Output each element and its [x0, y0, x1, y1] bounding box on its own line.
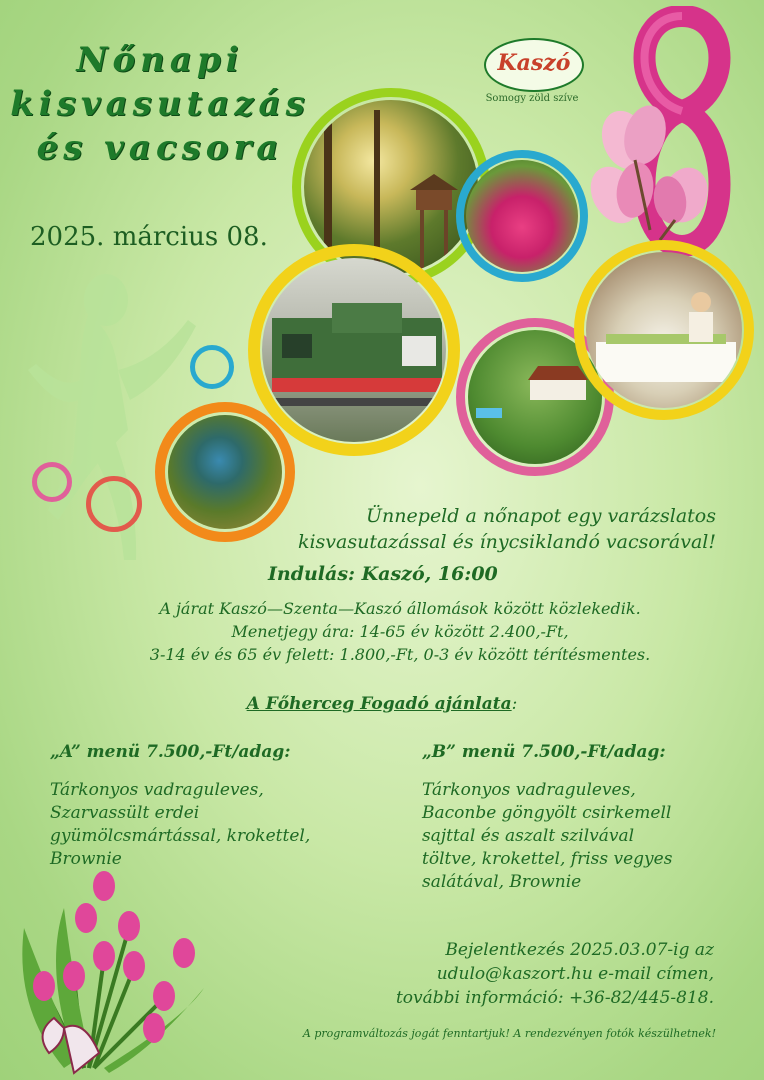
- kaszo-logo: [484, 38, 584, 92]
- event-intro: [196, 503, 716, 555]
- route-line-2: Menetjegy ára: 14-65 év között 2.400,-Ft,: [231, 622, 569, 641]
- menu-a-item: gyümölcsmártással, krokettel,: [50, 826, 311, 846]
- menu-a-item: Szarvassült erdei: [50, 803, 200, 823]
- route-line-1: A járat Kaszó—Szenta—Kaszó állomások között közlekedik.: [159, 599, 641, 618]
- event-date: 2025. március 08.: [30, 222, 268, 252]
- menu-a-items: [50, 779, 310, 871]
- menu-b-item: salátával, Brownie: [422, 872, 582, 892]
- menu-b-item: töltve, krokettel, friss vegyes: [422, 849, 673, 869]
- event-title: [0, 38, 320, 170]
- tulips-photo: [466, 160, 578, 272]
- locomotive-drawing: [262, 258, 446, 442]
- menu-a-item: Tárkonyos vadraguleves,: [50, 780, 264, 800]
- intro-line-1: Ünnepeld a nőnapot egy varázslatos: [366, 505, 716, 527]
- menu-b-item: Tárkonyos vadraguleves,: [422, 780, 636, 800]
- contact-line-3: további információ: +36-82/445-818.: [395, 988, 714, 1008]
- departure-info: Indulás: Kaszó, 16:00: [268, 563, 498, 585]
- menu-b-items: [422, 779, 672, 894]
- route-and-prices: [80, 597, 720, 666]
- magnolia-flowers-graphic: [575, 100, 725, 250]
- menu-b-item: Baconbe göngyölt csirkemell: [422, 803, 672, 823]
- route-line-3: 3-14 év és 65 év felett: 1.800,-Ft, 0-3 év között térítésmentes.: [149, 645, 651, 664]
- registration-contact: [354, 938, 714, 1010]
- title-line-1: Nőnapi: [76, 40, 244, 80]
- decorative-ring-red: [86, 476, 142, 532]
- title-line-3: és vacsora: [36, 128, 284, 168]
- title-line-2: kisvasutazás: [10, 84, 310, 124]
- train-photo: [262, 258, 446, 442]
- decorative-ring-teal: [190, 345, 234, 389]
- intro-line-2: kisvasutazással és ínycsiklandó vacsorával!: [297, 531, 716, 553]
- logo-tagline: Somogy zöld szíve: [485, 93, 579, 104]
- menu-b-item: sajttal és aszalt szilvával: [422, 826, 635, 846]
- logo-name: Kaszó: [497, 50, 571, 76]
- disclaimer-note: A programváltozás jogát fenntartjuk! A rendezvényen fotók készülhetnek!: [302, 1027, 716, 1040]
- menu-a-title: „A” menü 7.500,-Ft/adag:: [50, 742, 291, 762]
- contact-line-1: Bejelentkezés 2025.03.07-ig az: [445, 940, 714, 960]
- offer-heading-text: A Főherceg Fogadó ajánlata: [246, 694, 512, 714]
- decorative-ring-pink: [32, 462, 72, 502]
- menu-b-title: „B” menü 7.500,-Ft/adag:: [422, 742, 666, 762]
- dining-table-drawing: [586, 252, 742, 408]
- tulip-bouquet-graphic: [4, 868, 214, 1078]
- offer-heading: [0, 694, 764, 714]
- offer-heading-colon: :: [511, 694, 518, 714]
- menu-a-item: Brownie: [50, 849, 122, 869]
- dining-room-photo: [586, 252, 742, 408]
- contact-line-2: udulo@kaszort.hu e-mail címen,: [436, 964, 714, 984]
